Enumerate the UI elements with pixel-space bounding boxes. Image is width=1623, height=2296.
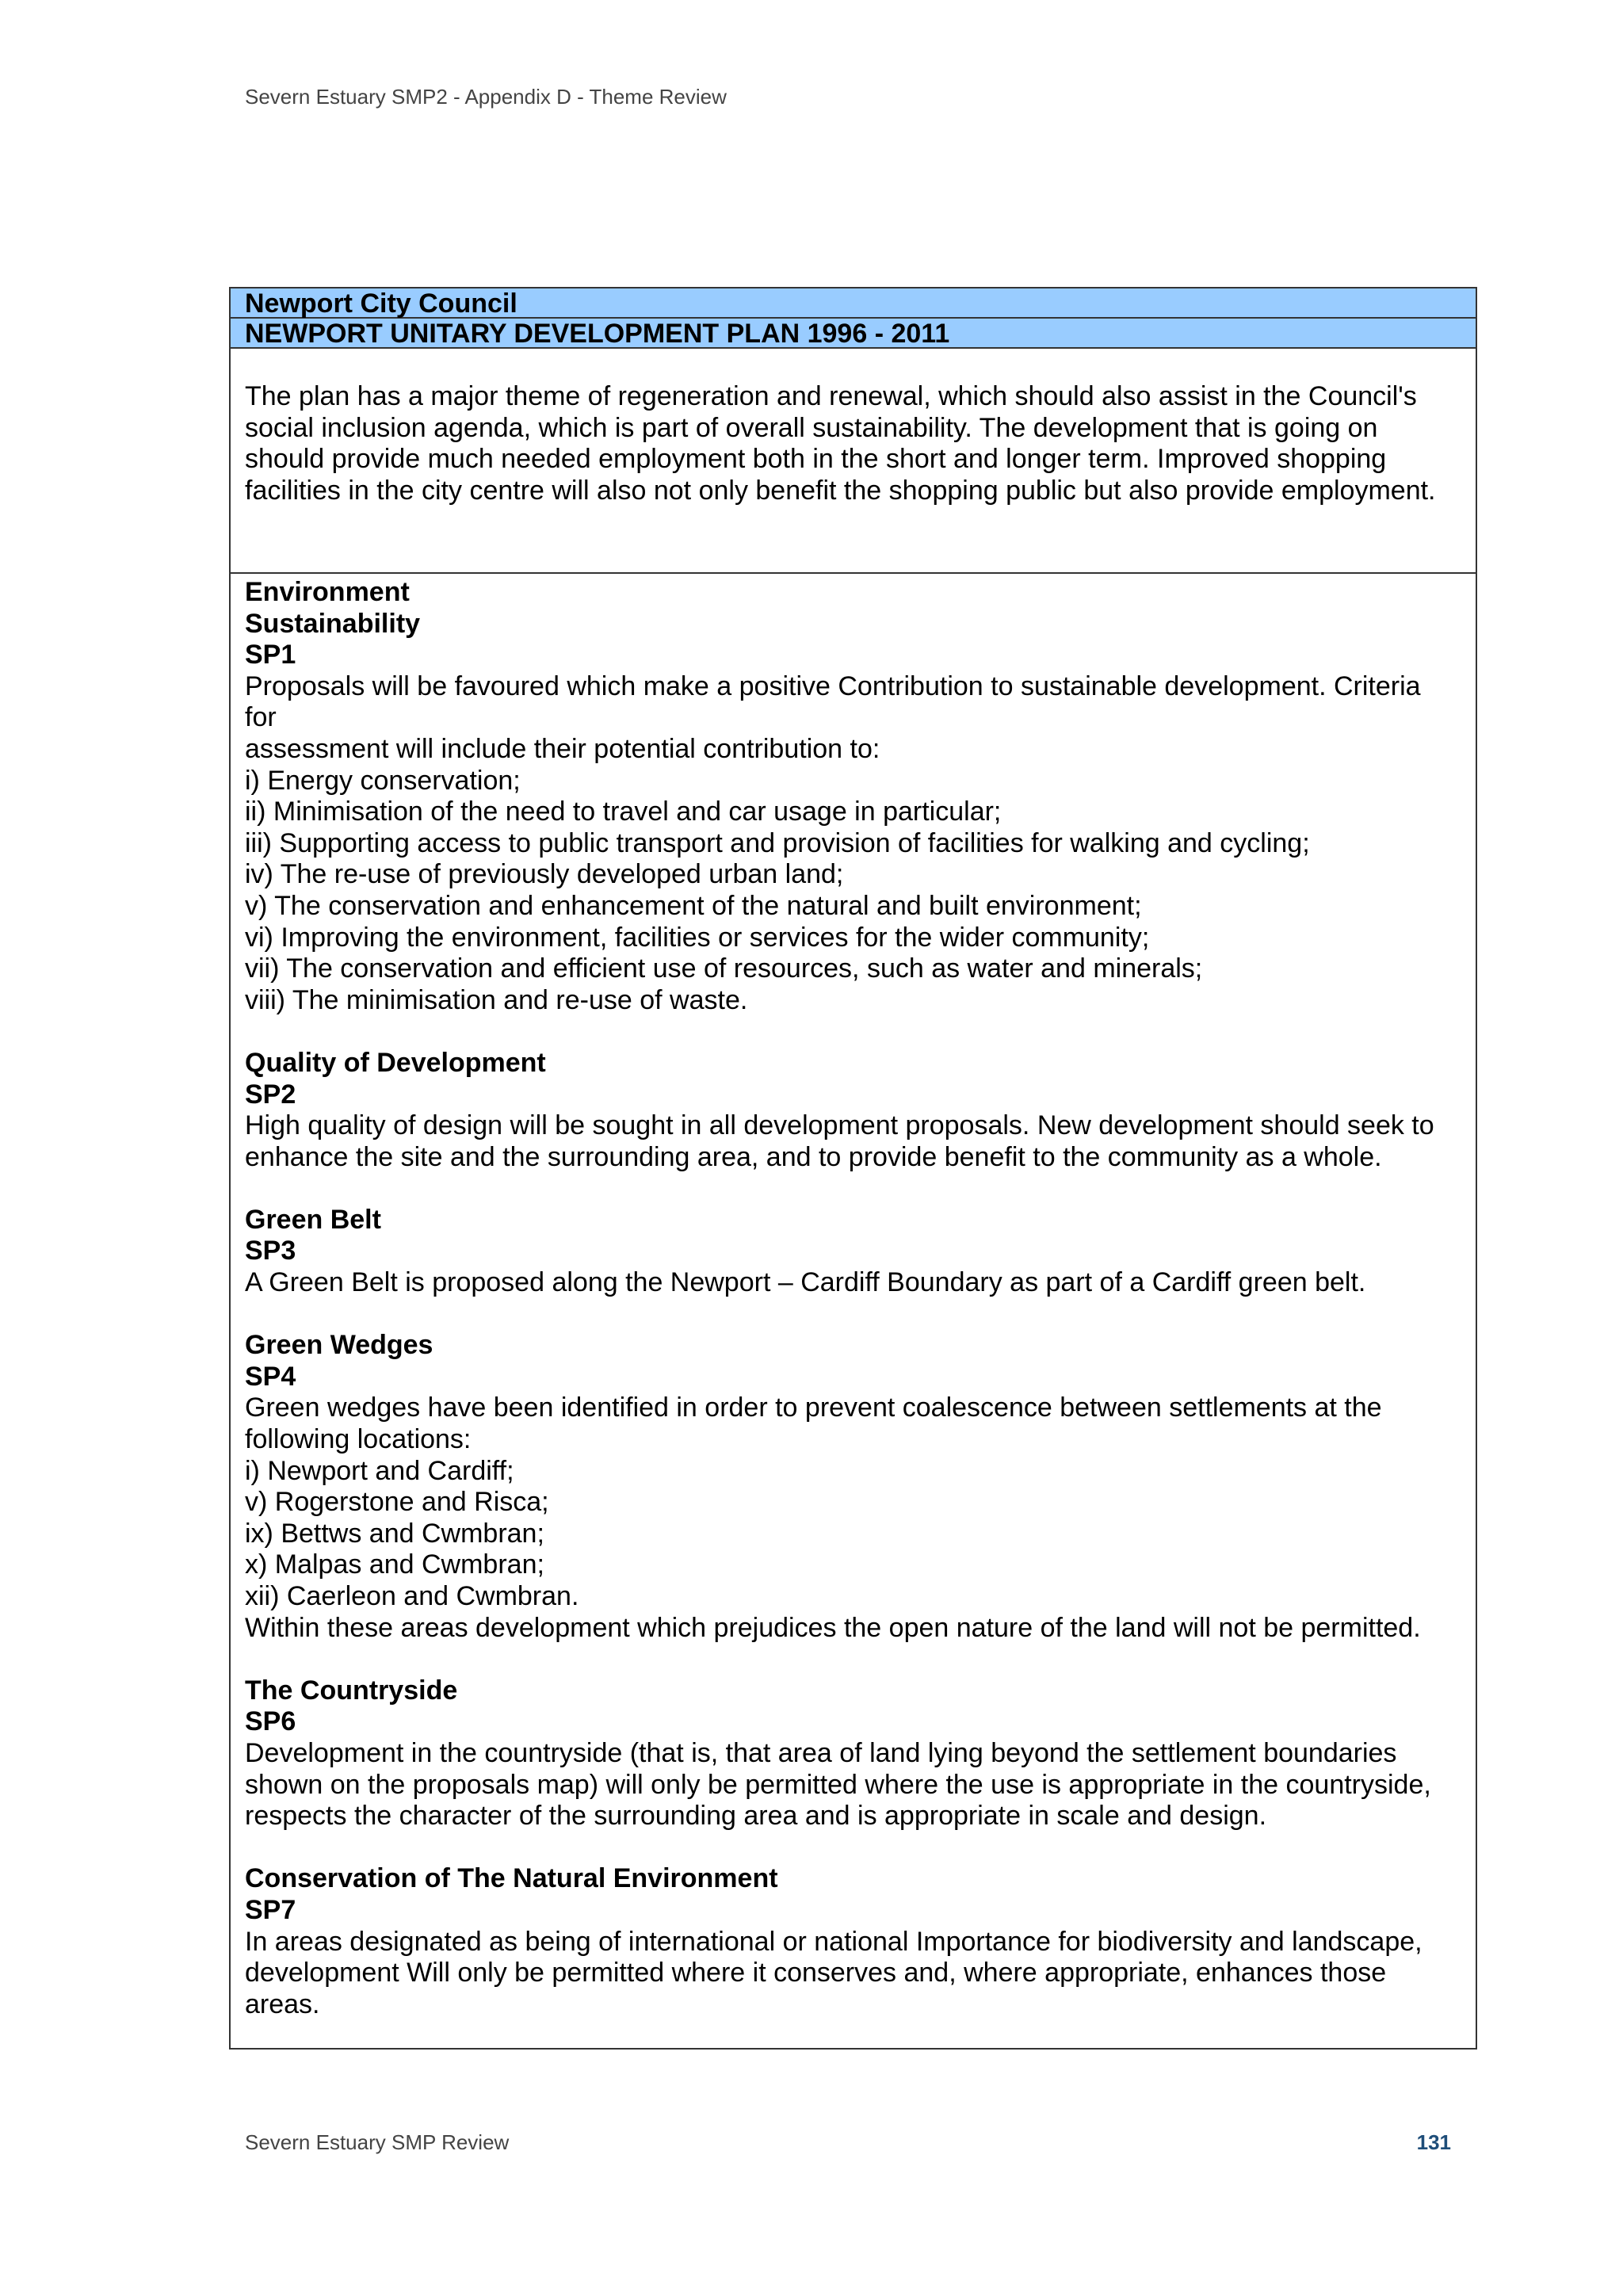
environment-heading: Environment <box>245 577 410 607</box>
running-header: Severn Estuary SMP2 - Appendix D - Theme Review <box>245 85 727 109</box>
intro-paragraph <box>231 349 1476 574</box>
natural-environment-heading: Conservation of The Natural Environment <box>245 1863 778 1894</box>
policies-section <box>231 574 1476 2020</box>
org-title: Newport City Council <box>231 288 1476 319</box>
spacer <box>245 1832 1461 1864</box>
spacer <box>245 1016 1461 1048</box>
sp3-line: A Green Belt is proposed along the Newport – Cardiff Boundary as part of a Cardiff green belt. <box>245 1267 1366 1298</box>
sp1-line: vii) The conservation and efficient use of resources, such as water and minerals; <box>245 953 1203 984</box>
green-belt-heading: Green Belt <box>245 1204 381 1235</box>
page-number: 131 <box>1416 2130 1451 2154</box>
policy-table <box>229 287 1477 2050</box>
countryside-heading: The Countryside <box>245 1675 458 1706</box>
sp4-line: v) Rogerstone and Risca; <box>245 1487 549 1518</box>
sp4-line: Within these areas development which prejudices the open nature of the land will not be permitted. <box>245 1612 1421 1643</box>
sp1-line: for <box>245 702 277 733</box>
sp1-line: iii) Supporting access to public transport and provision of facilities for walking and cycling; <box>245 827 1310 858</box>
sp4-line: ix) Bettws and Cwmbran; <box>245 1518 544 1549</box>
sp6-line: Development in the countryside (that is, that area of land lying beyond the settlement boundaries <box>245 1737 1397 1768</box>
sp1-line: ii) Minimisation of the need to travel and car usage in particular; <box>245 797 1002 827</box>
sp1-line: iv) The re-use of previously developed urban land; <box>245 859 844 890</box>
sp4-code: SP4 <box>245 1361 296 1392</box>
sp2-line: High quality of design will be sought in all development proposals. New development should seek to <box>245 1110 1434 1141</box>
spacer <box>245 1299 1461 1331</box>
sp4-line: Green wedges have been identified in order to prevent coalescence between settlements at the <box>245 1392 1382 1423</box>
sp1-line: i) Energy conservation; <box>245 765 521 796</box>
sp1-line: assessment will include their potential contribution to: <box>245 733 880 764</box>
sp2-code: SP2 <box>245 1079 296 1110</box>
sp4-line: x) Malpas and Cwmbran; <box>245 1549 544 1580</box>
plan-title: NEWPORT UNITARY DEVELOPMENT PLAN 1996 - 2011 <box>231 319 1476 349</box>
spacer <box>245 1644 1461 1675</box>
intro-line: should provide much needed employment both in the short and longer term. Improved shopping <box>245 444 1387 475</box>
intro-line: The plan has a major theme of regeneration and renewal, which should also assist in the Council's <box>245 381 1417 411</box>
sp7-line: areas. <box>245 1988 320 2019</box>
sp4-line: following locations: <box>245 1424 472 1455</box>
sp7-code: SP7 <box>245 1894 296 1925</box>
sp6-line: shown on the proposals map) will only be permitted where the use is appropriate in the countryside, <box>245 1769 1431 1800</box>
sp3-code: SP3 <box>245 1236 296 1266</box>
running-footer: Severn Estuary SMP Review <box>245 2130 510 2154</box>
sp6-line: respects the character of the surrounding area and is appropriate in scale and design. <box>245 1801 1267 1832</box>
sp1-line: v) The conservation and enhancement of the natural and built environment; <box>245 890 1142 921</box>
intro-line: social inclusion agenda, which is part of overall sustainability. The development that is going on <box>245 412 1378 443</box>
sp7-line: development Will only be permitted where it conserves and, where appropriate, enhances those <box>245 1958 1387 1988</box>
sp1-line: vi) Improving the environment, facilities or services for the wider community; <box>245 922 1150 953</box>
sp4-line: xii) Caerleon and Cwmbran. <box>245 1581 579 1611</box>
intro-line: facilities in the city centre will also not only benefit the shopping public but also provide employment. <box>245 475 1436 506</box>
sp1-line: viii) The minimisation and re-use of waste. <box>245 984 748 1015</box>
sp1-line: Proposals will be favoured which make a positive Contribution to sustainable development. Criteria <box>245 670 1421 701</box>
spacer <box>245 1173 1461 1205</box>
sp7-line: In areas designated as being of international or national Importance for biodiversity and landscape, <box>245 1926 1423 1957</box>
sp4-line: i) Newport and Cardiff; <box>245 1455 514 1486</box>
sp2-line: enhance the site and the surrounding area, and to provide benefit to the community as a whole. <box>245 1141 1382 1172</box>
green-wedges-heading: Green Wedges <box>245 1330 433 1361</box>
sp6-code: SP6 <box>245 1706 296 1737</box>
sustainability-heading: Sustainability <box>245 608 421 639</box>
sp1-code: SP1 <box>245 640 296 670</box>
quality-heading: Quality of Development <box>245 1047 546 1078</box>
